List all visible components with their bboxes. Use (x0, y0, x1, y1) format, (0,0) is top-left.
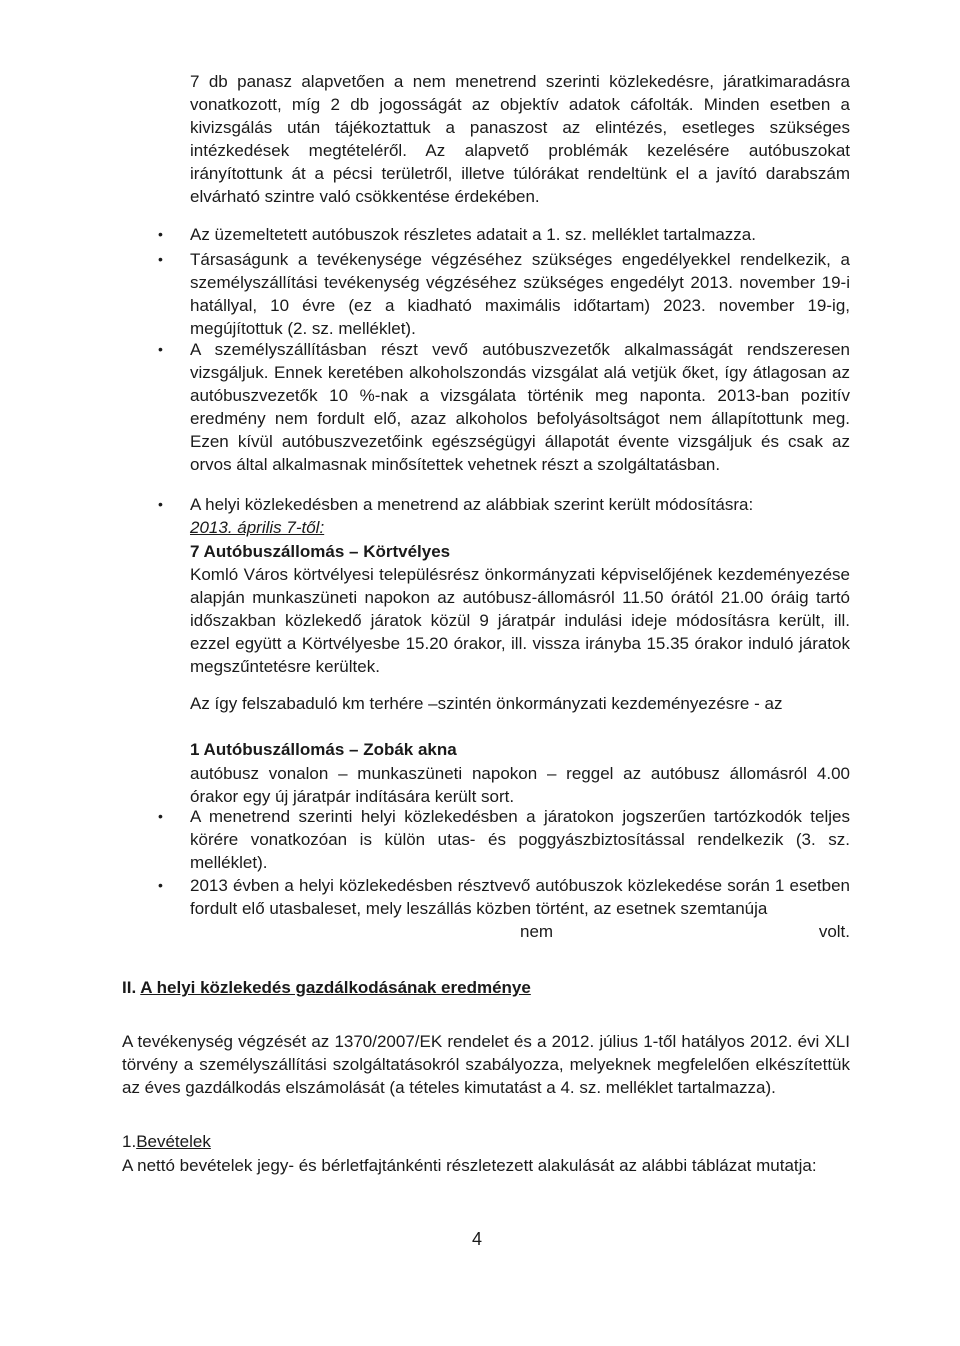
page-number: 4 (472, 1229, 483, 1249)
section-paragraph: A tevékenység végzését az 1370/2007/EK rendelet és a 2012. július 1-től hatályos 2012. évi XLI törvény a személyszállítási szolgáltatásokról szabályozza, melyeknek megfelelően elkészítettük az éves gazdálkodás elszámolását (a tételes kimutatást a 4. sz. melléklet tartalmazza). (122, 1032, 850, 1097)
intro-paragraph: 7 db panasz alapvetően a nem menetrend szerinti közlekedésre, járatkimaradásra vonatkozott, míg 2 db jogosságát az objektív adatok cáfolták. Minden esetben a kivizsgálás után tájékoztattuk a panaszost az elintézés, esetleges szükséges intézkedések megtételéről. Az alapvető problémák kezelésére autóbuszokat irányítottunk át a pécsi területről, illetve túlórákat rendeltünk el a javító darabszám elvárható szintre való csökkentése érdekében. (190, 72, 850, 206)
accident-text: 2013 évben a helyi közlekedésben résztvevő autóbuszok közlekedése során 1 esetben fordult elő utasbaleset, mely leszállás közben történt, az esetnek szemtanúja (190, 876, 850, 918)
bullet-marker: • (158, 341, 163, 357)
revenue-heading (122, 1130, 850, 1153)
stop2-text: autóbusz vonalon – munkaszüneti napokon – reggel az autóbusz állomásról 4.00 órakor egy új járatpár indítására került sort. (190, 764, 850, 806)
stop1-text: Komló Város körtvélyesi településrész önkormányzati képviselőjének kezdeményezése alapján munkaszüneti napokon az autóbusz-állomásról 11.50 órától 21.00 óráig tartó időszakban közlekedő járatok közül 9 járatpár indulási ideje módosításra került, ill. ezzel együtt a Körtvélyesbe 15.20 órakor, ill. vissza irányba 15.35 órakor induló járatok megszűntetésre kerültek. (190, 565, 850, 676)
accident-word-volt: volt. (818, 922, 850, 941)
revenue-number: 1. (122, 1132, 137, 1151)
bullet-text: A menetrend szerinti helyi közlekedésben a járatokon jogszerűen tartózkodók teljes körére vonatkozóan is külön utas- és poggyászbiztosítással rendelkezik (3. sz. melléklet). (190, 807, 850, 872)
bullet-marker: • (158, 808, 163, 824)
section-heading (122, 976, 850, 999)
accident-word-nem: nem (520, 922, 554, 941)
bullet-text (190, 874, 850, 943)
revenue-text: A nettó bevételek jegy- és bérletfajtánkénti részletezett alakulását az alábbi táblázat mutatja: (122, 1156, 817, 1175)
stop1-title: 7 Autóbuszállomás – Körtvélyes (190, 542, 451, 561)
bullet-text: A helyi közlekedésben a menetrend az alábbiak szerint került módosításra: (190, 495, 754, 514)
bullet-text: Az üzemeltetett autóbuszok részletes adatait a 1. sz. melléklet tartalmazza. (190, 225, 756, 244)
bullet-marker: • (158, 226, 163, 242)
freed-km-text: Az így felszabaduló km terhére –szintén önkormányzati kezdeményezésre - az (190, 694, 783, 713)
bullet-marker: • (158, 877, 163, 893)
section-title: A helyi közlekedés gazdálkodásának eredménye (140, 978, 531, 997)
schedule-date: 2013. április 7-től: (190, 518, 325, 537)
revenue-title: Bevételek (136, 1132, 211, 1151)
stop2-title: 1 Autóbuszállomás – Zobák akna (190, 740, 457, 759)
bullet-marker: • (158, 251, 163, 267)
bullet-marker: • (158, 496, 163, 512)
section-number: II. (122, 978, 137, 997)
bullet-text: A személyszállításban részt vevő autóbuszvezetők alkalmasságát rendszeresen vizsgáljuk. Ennek keretében alkoholszondás vizsgálat alá vetjük őket, így átlagosan az autóbuszvezetők 10 %-nak a vizsgálata történik meg naponta. 2013-ban pozitív eredmény nem fordult elő, azaz alkoholos befolyásoltságot nem állapítottunk meg. Ezen kívül autóbuszvezetőink egészségügyi állapotát évente vizsgáljuk és csak az orvos által alkalmasnak minősítettek vehetnek részt a szolgáltatásban. (190, 340, 850, 474)
bullet-text: Társaságunk a tevékenysége végzéséhez szükséges engedélyekkel rendelkezik, a személyszállítási tevékenység végzéséhez szükséges engedélyt 2013. november 19-i hatállyal, 10 évre (ez a kiadható maximális időtartam) 2023. november 19-ig, megújítottuk (2. sz. melléklet). (190, 250, 850, 338)
accident-tail (190, 920, 850, 943)
